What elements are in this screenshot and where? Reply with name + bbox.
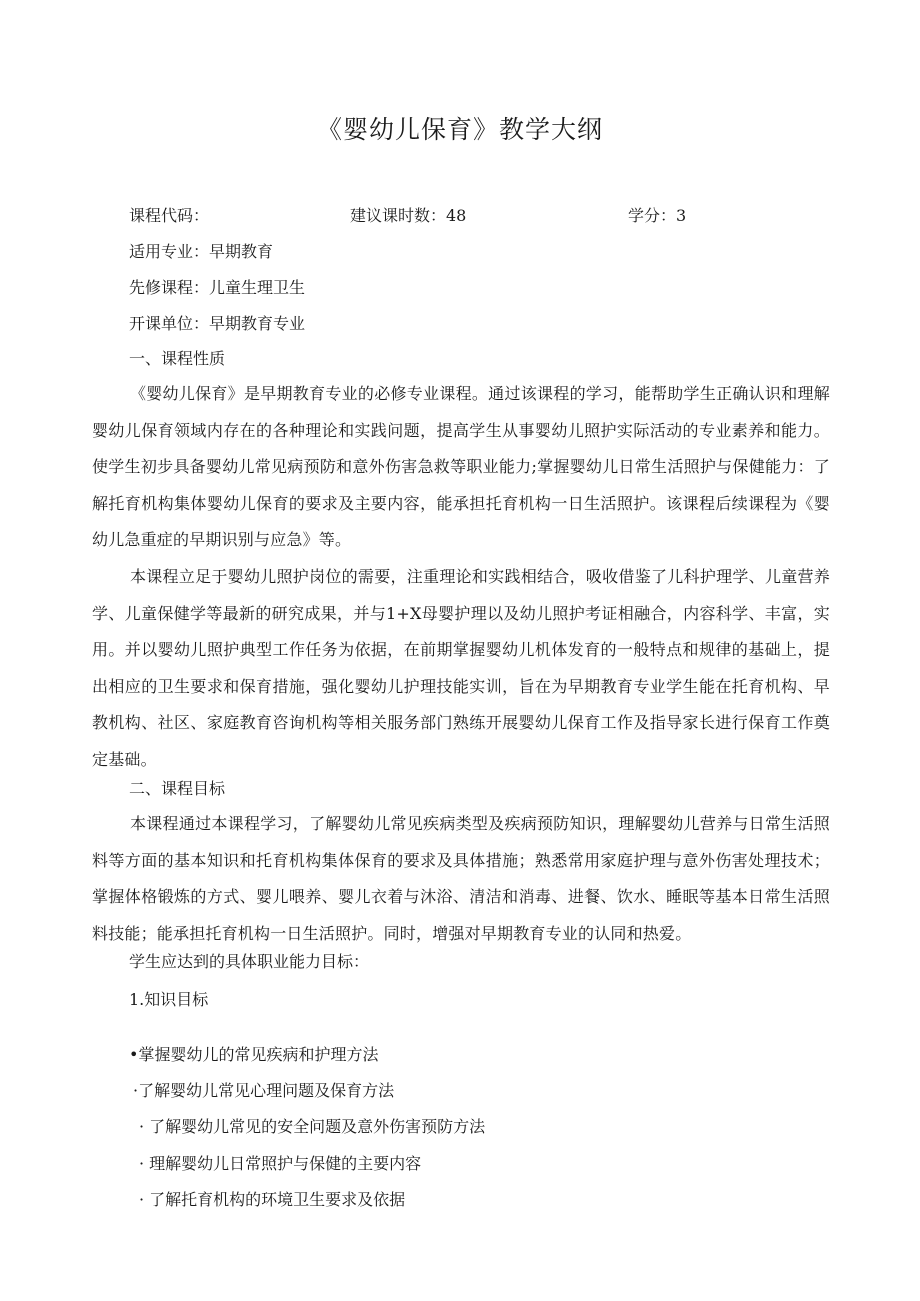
department-label: 开课单位：早期教育专业 bbox=[129, 314, 306, 333]
section2-heading: 二、课程目标 bbox=[129, 779, 226, 798]
section1-paragraph-1: 《婴幼儿保育》是早期教育专业的必修专业课程。通过该课程的学习，能帮助学生正确认识和理解婴幼儿保育领域内存在的各种理论和实践问题，提高学生从事婴幼儿照护实际活动的专业素养和能力。使学生初步具备婴幼儿常见病预防和意外伤害急救等职业能力;掌握婴幼儿日常生活照护与保健能力：了解托育机构集体婴幼儿保育的要求及主要内容，能承担托育机构一日生活照护。该课程后续课程为《婴幼儿急重症的早期识别与应急》等。 bbox=[92, 384, 830, 550]
bullet-item-5: · 了解托育机构的环境卫生要求及依据 bbox=[139, 1190, 406, 1209]
course-code-label: 课程代码： bbox=[129, 206, 210, 225]
section2-ability-line: 学生应达到的具体职业能力目标： bbox=[129, 952, 370, 971]
page-title: 《婴幼儿保育》教学大纲 bbox=[316, 115, 603, 144]
bullet-item-2: ·了解婴幼儿常见心理问题及保育方法 bbox=[133, 1081, 395, 1100]
bullet-item-3: · 了解婴幼儿常见的安全问题及意外伤害预防方法 bbox=[139, 1117, 486, 1136]
bullet-item-4: · 理解婴幼儿日常照护与保健的主要内容 bbox=[139, 1154, 422, 1173]
section2-paragraph-1: 本课程通过本课程学习，了解婴幼儿常见疾病类型及疾病预防知识，理解婴幼儿营养与日常生活照料等方面的基本知识和托育机构集体保育的要求及具体措施；熟悉常用家庭护理与意外伤害处理技术；掌握体格锻炼的方式、婴儿喂养、婴儿衣着与沐浴、清洁和消毒、进餐、饮水、睡眠等基本日常生活照料技能；能承担托育机构一日生活照护。同时，增强对早期教育专业的认同和热爱。 bbox=[92, 814, 830, 943]
section1-heading: 一、课程性质 bbox=[129, 349, 226, 368]
major-label: 适用专业：早期教育 bbox=[129, 242, 274, 261]
knowledge-goal-heading: 1.知识目标 bbox=[129, 990, 209, 1009]
bullet-item-1: •掌握婴幼儿的常见疾病和护理方法 bbox=[129, 1045, 379, 1064]
credits-label: 学分：3 bbox=[628, 206, 687, 225]
hours-label: 建议课时数：48 bbox=[350, 206, 467, 225]
section1-paragraph-2: 本课程立足于婴幼儿照护岗位的需要，注重理论和实践相结合，吸收借鉴了儿科护理学、儿童营养学、儿童保健学等最新的研究成果，并与1+X母婴护理以及幼儿照护考证相融合，内容科学、丰富，实用。并以婴幼儿照护典型工作任务为依据，在前期掌握婴幼儿机体发育的一般特点和规律的基础上，提出相应的卫生要求和保育措施，强化婴幼儿护理技能实训，旨在为早期教育专业学生能在托育机构、早教机构、社区、家庭教育咨询机构等相关服务部门熟练开展婴幼儿保育工作及指导家长进行保育工作奠定基础。 bbox=[92, 567, 830, 769]
prerequisite-label: 先修课程：儿童生理卫生 bbox=[129, 278, 306, 297]
